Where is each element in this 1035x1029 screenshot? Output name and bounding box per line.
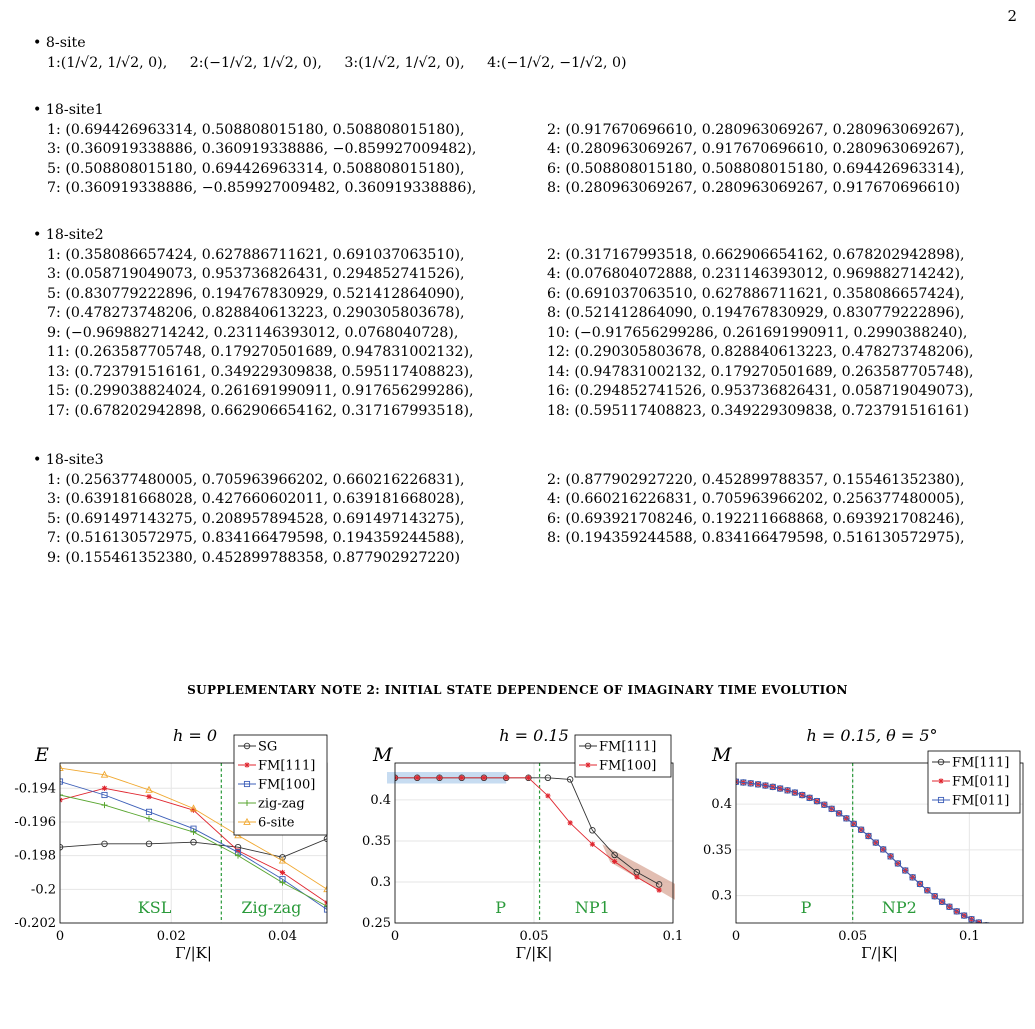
region-label: Zig-zag bbox=[241, 898, 302, 917]
data-point bbox=[146, 816, 152, 822]
data-point bbox=[991, 925, 996, 930]
region-label: NP1 bbox=[574, 898, 610, 917]
y-tick-label: 0.25 bbox=[362, 916, 391, 931]
coordinate-row bbox=[33, 402, 974, 422]
legend-entry: FM[111] bbox=[952, 755, 1010, 771]
coordinate-entry: 3: (0.639181668028, 0.427660602011, 0.639181668028), bbox=[47, 491, 465, 507]
coordinate-row bbox=[33, 246, 974, 266]
x-tick-label: 0.05 bbox=[838, 929, 868, 944]
chart-title: h = 0.15, θ = 5° bbox=[806, 726, 938, 745]
coordinate-entry: 17: (0.678202942898, 0.662906654162, 0.317167993518), bbox=[47, 402, 474, 419]
legend-entry: FM[111] bbox=[599, 739, 657, 755]
coordinate-entry: 6: (0.691037063510, 0.627886711621, 0.358086657424), bbox=[547, 285, 965, 302]
data-point bbox=[998, 928, 1003, 933]
data-point bbox=[1006, 929, 1011, 934]
figure-panels bbox=[0, 713, 1035, 1029]
legend-entry: FM[111] bbox=[258, 758, 316, 774]
section-title: • 18-site3 bbox=[33, 452, 104, 468]
coordinate-entry: 5: (0.691497143275, 0.208957894528, 0.691497143275), bbox=[47, 510, 465, 527]
data-point bbox=[1005, 929, 1011, 935]
coordinate-row bbox=[33, 382, 974, 402]
y-tick-label: 0.4 bbox=[711, 797, 732, 813]
y-tick-label: 0.35 bbox=[362, 833, 391, 849]
section-18-site3 bbox=[33, 451, 965, 568]
data-point bbox=[991, 925, 996, 930]
x-tick-label: 0 bbox=[731, 929, 741, 944]
coordinate-entry: 1: (0.256377480005, 0.705963966202, 0.660216226831), bbox=[47, 471, 465, 488]
region-label: P bbox=[495, 898, 507, 917]
data-point bbox=[504, 775, 509, 780]
legend-entry: 6-site bbox=[258, 815, 295, 831]
y-tick-label: -0.198 bbox=[14, 848, 56, 864]
x-tick-label: 0.04 bbox=[268, 929, 297, 944]
legend-entry: SG bbox=[258, 739, 278, 755]
coordinate-entry: 9: (0.155461352380, 0.452899788358, 0.877902927220) bbox=[47, 549, 460, 566]
coordinate-row bbox=[33, 179, 965, 199]
data-point bbox=[585, 762, 590, 767]
x-axis-label: Γ/|K| bbox=[861, 944, 898, 962]
legend-entry: zig-zag bbox=[258, 796, 305, 812]
chart-magnetization-tilted bbox=[703, 726, 1026, 962]
coordinate-row bbox=[33, 471, 965, 491]
series-line bbox=[395, 778, 659, 890]
y-tick-label: 0.3 bbox=[370, 874, 391, 890]
x-tick-label: 0.1 bbox=[662, 929, 684, 944]
data-point bbox=[634, 874, 639, 879]
data-point bbox=[1013, 931, 1018, 936]
coordinate-entry: 14: (0.947831002132, 0.179270501689, 0.263587705748), bbox=[547, 363, 974, 380]
section-18-site2 bbox=[33, 226, 974, 421]
data-point bbox=[984, 923, 989, 928]
x-tick-label: 0.05 bbox=[519, 929, 549, 944]
coordinate-entry: 5: (0.830779222896, 0.194767830929, 0.521412864090), bbox=[47, 285, 465, 302]
coordinate-row bbox=[33, 529, 965, 549]
coordinate-row bbox=[33, 265, 974, 285]
data-point bbox=[545, 793, 550, 798]
series-line bbox=[395, 778, 659, 885]
legend-entry: FM[011] bbox=[952, 793, 1010, 809]
data-point bbox=[280, 870, 285, 875]
coordinate-entry: 8: (0.280963069267, 0.280963069267, 0.917670696610) bbox=[547, 180, 960, 196]
coordinate-row bbox=[33, 160, 965, 180]
data-point bbox=[102, 802, 108, 808]
data-point bbox=[938, 778, 943, 783]
coordinate-entry: 4: (0.280963069267, 0.917670696610, 0.280963069267), bbox=[547, 141, 965, 157]
coordinate-entry: 10: (−0.917656299286, 0.261691990911, 0.2990388240), bbox=[547, 324, 968, 341]
data-point bbox=[481, 775, 486, 780]
supplementary-note-heading: SUPPLEMENTARY NOTE 2: INITIAL STATE DEPENDENCE OF IMAGINARY TIME EVOLUTION bbox=[187, 683, 848, 697]
data-point bbox=[998, 928, 1003, 933]
y-axis-label: E bbox=[35, 744, 49, 766]
data-point bbox=[415, 775, 420, 780]
x-axis-label: Γ/|K| bbox=[515, 944, 553, 962]
x-tick-label: 0 bbox=[55, 929, 65, 944]
coordinate-row bbox=[33, 140, 965, 160]
coordinate-entry: 11: (0.263587705748, 0.179270501689, 0.947831002132), bbox=[47, 344, 474, 360]
region-label: KSL bbox=[137, 898, 172, 917]
coordinate-entry: 6: (0.508808015180, 0.508808015180, 0.694426963314), bbox=[547, 160, 965, 177]
x-tick-label: 0.1 bbox=[958, 929, 980, 944]
y-tick-label: 0.35 bbox=[703, 842, 732, 858]
coordinate-entry: 2: (0.317167993518, 0.662906654162, 0.678202942898), bbox=[547, 246, 965, 263]
data-point bbox=[1020, 932, 1026, 938]
coordinate-row bbox=[33, 324, 974, 344]
coordinate-entry: 15: (0.299038824024, 0.261691990911, 0.917656299286), bbox=[47, 383, 474, 399]
legend-entry: FM[100] bbox=[258, 777, 316, 793]
coordinate-entry: 2: (0.877902927220, 0.452899788357, 0.155461352380), bbox=[547, 471, 965, 488]
x-tick-label: 0 bbox=[390, 929, 400, 944]
section-8-site bbox=[33, 34, 627, 73]
chart-title: h = 0.15 bbox=[499, 726, 569, 745]
x-tick-label: 0.02 bbox=[156, 929, 186, 944]
chart-title: h = 0 bbox=[172, 726, 218, 745]
section-18-site1 bbox=[33, 101, 965, 199]
coordinate-entry: 3: (0.058719049073, 0.953736826431, 0.294852741526), bbox=[47, 266, 465, 282]
data-point bbox=[590, 842, 595, 847]
data-point bbox=[983, 923, 989, 929]
coordinate-entry: 8: (0.521412864090, 0.194767830929, 0.830779222896), bbox=[547, 305, 965, 321]
coordinate-row bbox=[33, 510, 965, 530]
data-point bbox=[459, 775, 464, 780]
coordinate-entry: 18: (0.595117408823, 0.349229309838, 0.723791516161) bbox=[547, 402, 970, 419]
data-point bbox=[146, 794, 151, 799]
data-point bbox=[1013, 931, 1019, 937]
coordinate-entry: 5: (0.508808015180, 0.694426963314, 0.508808015180), bbox=[47, 160, 465, 177]
y-tick-label: -0.202 bbox=[14, 916, 56, 931]
chart-energy bbox=[14, 726, 330, 962]
section-title: • 18-site1 bbox=[33, 102, 104, 118]
data-point bbox=[998, 927, 1004, 933]
data-point bbox=[102, 786, 107, 791]
coordinate-entry bbox=[547, 549, 965, 569]
y-tick-label: -0.194 bbox=[14, 781, 56, 797]
y-axis-label: M bbox=[712, 744, 732, 766]
data-point bbox=[657, 888, 662, 893]
coordinate-entry: 12: (0.290305803678, 0.828840613223, 0.478273748206), bbox=[547, 344, 974, 360]
y-tick-label: -0.196 bbox=[14, 814, 56, 830]
coordinate-entry: 8: (0.194359244588, 0.834166479598, 0.516130572975), bbox=[547, 530, 965, 546]
y-tick-label: 0.3 bbox=[711, 888, 732, 904]
coordinate-entry: 7: (0.360919338886, −0.859927009482, 0.360919338886), bbox=[47, 180, 477, 196]
chart-magnetization bbox=[362, 726, 683, 962]
coordinate-row bbox=[33, 304, 974, 324]
coordinate-entry: 4: (0.660216226831, 0.705963966202, 0.256377480005), bbox=[547, 491, 965, 507]
series-line bbox=[60, 839, 327, 858]
data-point bbox=[244, 762, 249, 767]
y-tick-label: 0.4 bbox=[370, 792, 391, 808]
coordinate-entry: 4: (0.076804072888, 0.231146393012, 0.969882714242), bbox=[547, 266, 965, 282]
data-point bbox=[991, 925, 997, 931]
region-label: P bbox=[800, 898, 812, 917]
section-title: • 8-site bbox=[33, 35, 86, 51]
coordinate-row bbox=[33, 343, 974, 363]
coordinate-entry: 1: (0.694426963314, 0.508808015180, 0.508808015180), bbox=[47, 121, 465, 138]
data-point bbox=[568, 820, 573, 825]
data-point bbox=[612, 859, 617, 864]
coordinate-entry: 16: (0.294852741526, 0.953736826431, 0.058719049073), bbox=[547, 383, 974, 399]
coordinate-line: 1:(1/√2, 1/√2, 0), 2:(−1/√2, 1/√2, 0), 3:(1/√2, 1/√2, 0), 4:(−1/√2, −1/√2, 0) bbox=[47, 54, 627, 71]
region-label: NP2 bbox=[881, 898, 917, 917]
y-tick-label: -0.2 bbox=[30, 882, 56, 898]
coordinate-row bbox=[33, 490, 965, 510]
coordinate-entry: 7: (0.516130572975, 0.834166479598, 0.194359244588), bbox=[47, 530, 465, 546]
data-point bbox=[1013, 931, 1018, 936]
coordinate-row bbox=[33, 121, 965, 141]
coordinate-entry: 1: (0.358086657424, 0.627886711621, 0.691037063510), bbox=[47, 246, 465, 263]
series-group bbox=[392, 775, 662, 893]
coordinate-entry: 2: (0.917670696610, 0.280963069267, 0.280963069267), bbox=[547, 121, 965, 138]
coordinate-entry: 7: (0.478273748206, 0.828840613223, 0.290305803678), bbox=[47, 305, 465, 321]
y-axis-label: M bbox=[373, 744, 393, 766]
coordinate-row bbox=[33, 363, 974, 383]
x-axis-label: Γ/|K| bbox=[175, 944, 212, 962]
data-point bbox=[1020, 932, 1025, 937]
data-point bbox=[437, 775, 442, 780]
coordinate-entry: 9: (−0.969882714242, 0.231146393012, 0.0768040728), bbox=[47, 324, 459, 341]
page-number: 2 bbox=[1007, 7, 1017, 25]
legend-entry: FM[011] bbox=[952, 774, 1010, 790]
data-point bbox=[1006, 929, 1011, 934]
legend-entry: FM[100] bbox=[599, 758, 657, 774]
coordinate-entry: 6: (0.693921708246, 0.192211668868, 0.693921708246), bbox=[547, 510, 965, 527]
data-point bbox=[984, 923, 989, 928]
data-point bbox=[526, 775, 531, 780]
data-point bbox=[1020, 932, 1025, 937]
coordinate-entry: 3: (0.360919338886, 0.360919338886, −0.859927009482), bbox=[47, 141, 477, 157]
coordinate-row bbox=[33, 285, 974, 305]
coordinate-entry: 13: (0.723791516161, 0.349229309838, 0.595117408823), bbox=[47, 363, 474, 380]
section-title: • 18-site2 bbox=[33, 227, 104, 243]
coordinate-row bbox=[33, 549, 965, 569]
